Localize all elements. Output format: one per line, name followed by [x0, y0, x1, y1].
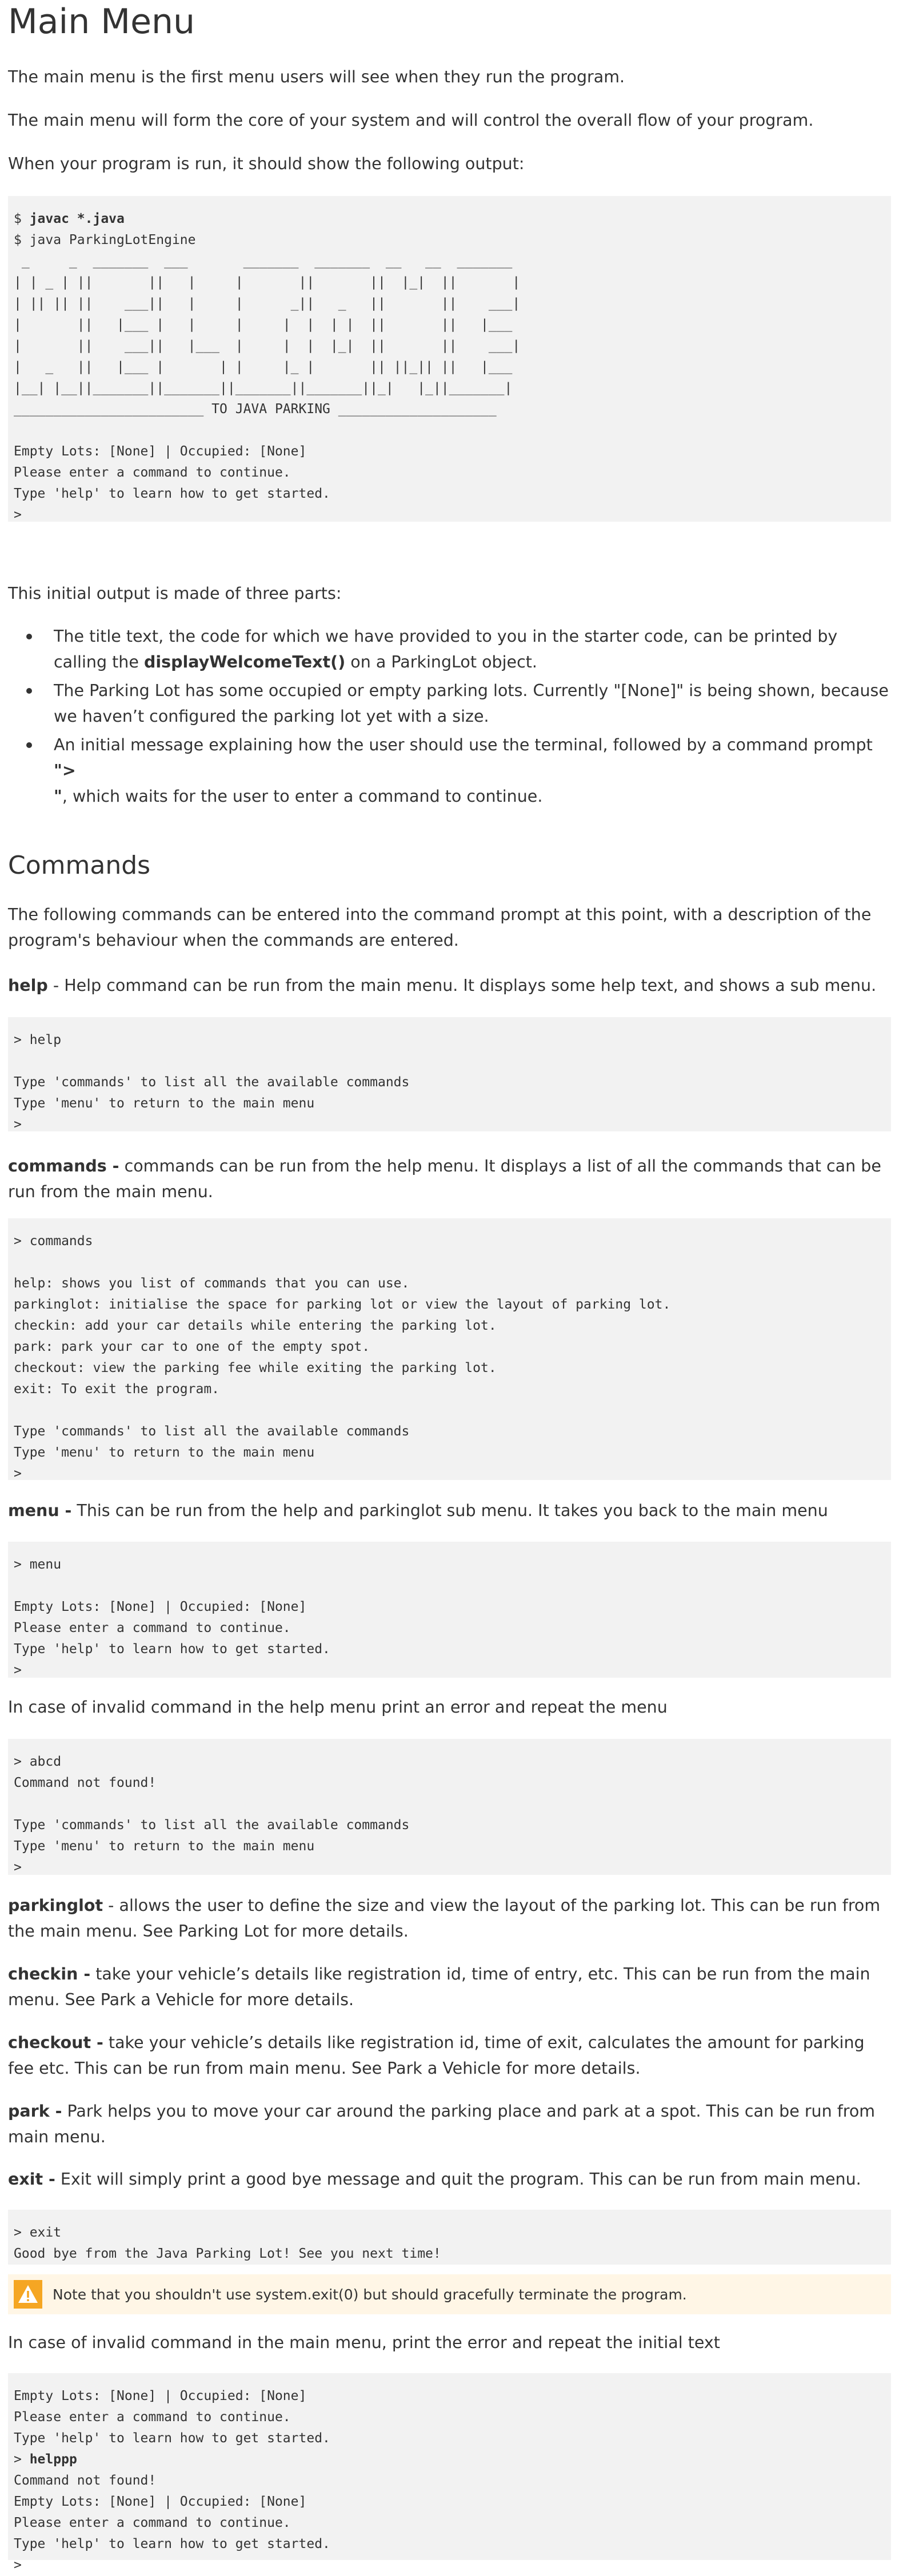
- command-name: parkinglot: [8, 1896, 103, 1915]
- commands-heading: Commands: [8, 851, 151, 880]
- intro-paragraph-3: When your program is run, it should show the following output:: [8, 154, 525, 173]
- startup-output-code: [8, 196, 891, 522]
- list-item: An initial message explaining how the user should use the terminal, followed by a command prompt "> ", which waits for the user to enter a command to continue.: [54, 732, 891, 809]
- invalid-help-text: In case of invalid command in the help menu print an error and repeat the menu: [8, 1698, 668, 1717]
- command-name: help: [8, 976, 48, 995]
- command-name: checkin -: [8, 1965, 91, 1983]
- commands-intro: The following commands can be entered into the command prompt at this point, with a description of the program's behaviour when the commands are entered.: [8, 905, 872, 950]
- park-description: park - Park helps you to move your car around the parking place and park at a spot. This can be run from main menu.: [8, 2102, 876, 2146]
- code-prompt: $: [14, 211, 30, 226]
- menu-description: menu - This can be run from the help and parkinglot sub menu. It takes you back to the main menu: [8, 1501, 828, 1520]
- note-text: Note that you shouldn't use system.exit(0) but should gracefully terminate the program.: [53, 2286, 687, 2303]
- checkout-description: checkout - take your vehicle’s details like registration id, time of exit, calculates the amount for parking fee etc. This can be run from main menu. See Park a Vehicle for more details.: [8, 2033, 865, 2078]
- exit-code: > exit Good bye from the Java Parking Lot! See you next time!: [8, 2210, 891, 2265]
- parts-intro: This initial output is made of three parts:: [8, 584, 342, 603]
- parkinglot-description: parkinglot - allows the user to define the size and view the layout of the parking lot. This can be run from the main menu. See Parking Lot for more details.: [8, 1896, 881, 1941]
- ascii-art-banner: _ _ _______ ___ _______ _______ __ __ _______ | | _ | || || | | || || |_| || | | || || || ___|| | | _|| _ || || ___| | || |___ | | | | | | | || || |___ | || ___|| |___ | | | |_| || || ___| | _ || |___ | | | |_ | || ||_|| || |___ |__| |__||_______||_______||_______||_______||_| |_||_______| ________________________ TO JAVA PARKING ____________________: [14, 254, 521, 417]
- code-body: Empty Lots: [None] | Occupied: [None] Please enter a command to continue. Type 'help' to learn how to get started. >: [14, 444, 330, 522]
- intro-paragraph-1: The main menu is the first menu users will see when they run the program.: [8, 67, 625, 86]
- help-code: > help Type 'commands' to list all the available commands Type 'menu' to return to the main menu >: [8, 1017, 891, 1131]
- code-command: helppp: [29, 2452, 77, 2467]
- intro-paragraph-2: The main menu will form the core of your system and will control the overall flow of your program.: [8, 111, 814, 130]
- invalid-main-code: Empty Lots: [None] | Occupied: [None] Please enter a command to continue. Type 'help' to learn how to get started. > helppp Command not found! Empty Lots: [None] | Occupied: [None] Please enter a command to continue. Type 'help' to learn how to get started. >: [8, 2373, 891, 2560]
- list-item: The title text, the code for which we have provided to you in the starter code, can be printed by calling the displayWelcomeText() on a ParkingLot object.: [54, 623, 891, 675]
- commands-code: > commands help: shows you list of commands that you can use. parkinglot: initialise the space for parking lot or view the layout of parking lot. checkin: add your car details while entering the parking lot. park: park your car to one of the empty spot. checkout: view the parking fee while exiting the parking lot. exit: To exit the program. Type 'commands' to list all the available commands Type 'menu' to return to the main menu >: [8, 1218, 891, 1480]
- code-run-line: $ java ParkingLotEngine: [14, 233, 196, 247]
- command-name: commands -: [8, 1157, 119, 1175]
- command-name: checkout -: [8, 2033, 103, 2052]
- invalid-help-code: > abcd Command not found! Type 'commands' to list all the available commands Type 'menu' to return to the main menu >: [8, 1739, 891, 1875]
- page-title: Main Menu: [8, 2, 195, 42]
- command-name: exit -: [8, 2170, 55, 2189]
- menu-code: > menu Empty Lots: [None] | Occupied: [None] Please enter a command to continue. Type 'help' to learn how to get started. >: [8, 1542, 891, 1678]
- list-item: The Parking Lot has some occupied or empty parking lots. Currently "[None]" is being shown, because we haven’t configured the parking lot yet with a size.: [54, 678, 891, 729]
- warning-icon: [14, 2280, 42, 2309]
- command-name: menu -: [8, 1501, 72, 1520]
- note-panel: [8, 2274, 891, 2314]
- commands-description: commands - commands can be run from the help menu. It displays a list of all the commands that can be run from the main menu.: [8, 1157, 881, 1201]
- help-description: help - Help command can be run from the main menu. It displays some help text, and shows a sub menu.: [8, 976, 877, 995]
- parts-list: [8, 623, 891, 812]
- invalid-main-text: In case of invalid command in the main menu, print the error and repeat the initial text: [8, 2333, 720, 2352]
- command-name: park -: [8, 2102, 62, 2121]
- checkin-description: checkin - take your vehicle’s details like registration id, time of entry, etc. This can be run from the main menu. See Park a Vehicle for more details.: [8, 1965, 870, 2009]
- exit-description: exit - Exit will simply print a good bye message and quit the program. This can be run from main menu.: [8, 2170, 861, 2189]
- code-command: javac *.java: [29, 211, 125, 226]
- method-name: displayWelcomeText(): [143, 653, 346, 671]
